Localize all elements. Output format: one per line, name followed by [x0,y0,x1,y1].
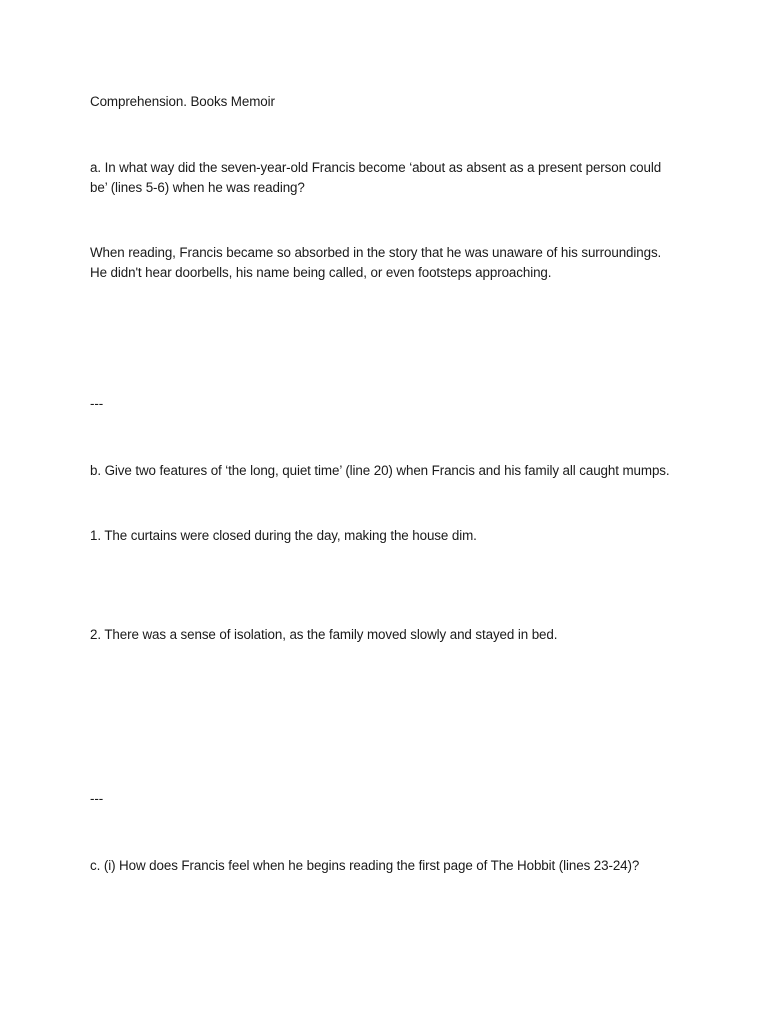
question-c: c. (i) How does Francis feel when he begins reading the first page of The Hobbit (lines 23-24)? [90,858,640,873]
question-b: b. Give two features of ‘the long, quiet time’ (line 20) when Francis and his family all caught mumps. [90,463,670,478]
document-title: Comprehension. Books Memoir [90,94,275,109]
question-a: a. In what way did the seven-year-old Francis become ‘about as absent as a present person could be’ (lines 5-6) when he was reading? [90,160,662,195]
answer-b1: 1. The curtains were closed during the day, making the house dim. [90,528,477,543]
answer-a: When reading, Francis became so absorbed in the story that he was unaware of his surroundings. He didn't hear doorbells, his name being called, or even footsteps approaching. [90,245,662,280]
separator-1: --- [90,396,104,411]
answer-b2: 2. There was a sense of isolation, as the family moved slowly and stayed in bed. [90,627,558,642]
separator-2: --- [90,791,104,806]
